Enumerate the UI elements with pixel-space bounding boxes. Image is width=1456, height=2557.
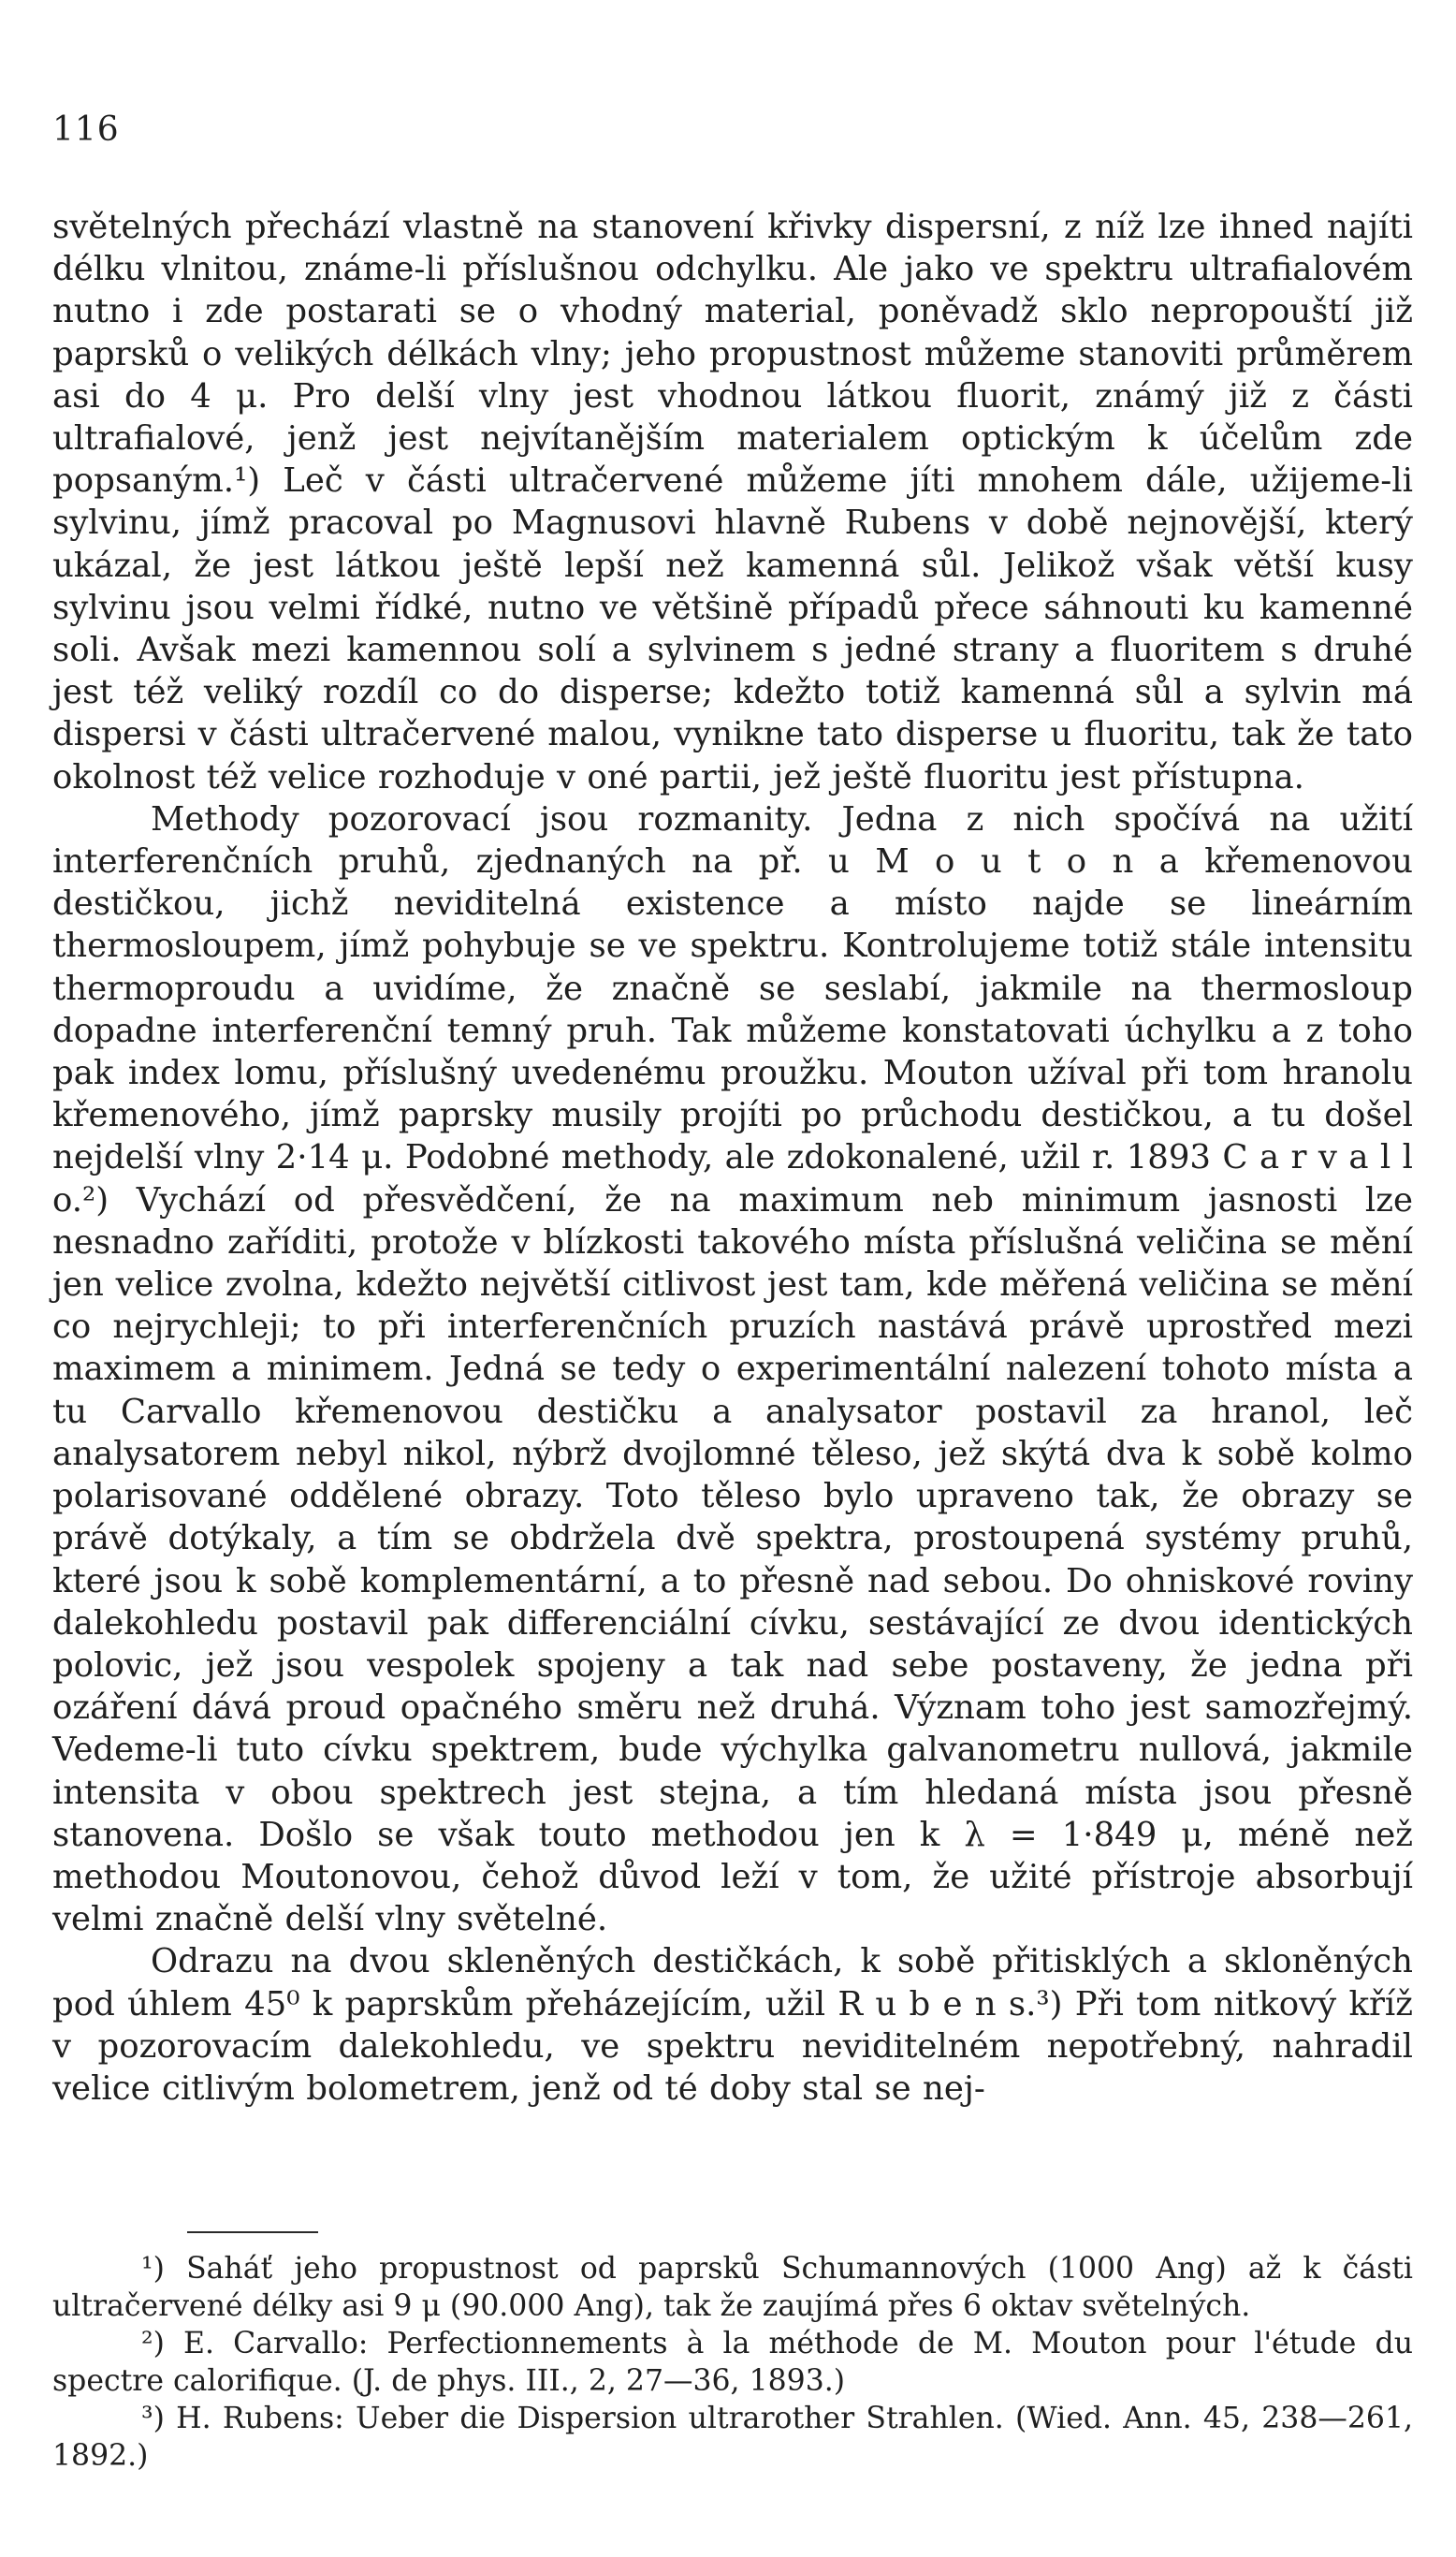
footnotes <box>52 2250 1413 2475</box>
paragraph-2: Methody pozorovací jsou rozmanity. Jedna z nich spočívá na užití interferenčních pruhů, zjednaných na př. u M o u t o n a křemenovou destičkou, jichž neviditelná existence a místo najde se lineárním thermosloupem, jímž pohybuje se ve spektru. Kontrolujeme totiž stále intensitu thermoproudu a uvidíme, že značně se seslabí, jakmile na thermosloup dopadne interferenční temný pruh. Tak můžeme konstatovati úchylku a z toho pak index lomu, příslušný uvedenému proužku. Mouton užíval při tom hranolu křemenového, jímž paprsky musily projíti po průchodu destičkou, a tu došel nejdelší vlny 2·14 μ. Podobné methody, ale zdokonalené, užil r. 1893 C a r v a l l o.²) Vychází od přesvědčení, že na maximum neb minimum jasnosti lze nesnadno zaříditi, protože v blízkosti takového místa příslušná veličina se mění jen velice zvolna, kdežto největší citlivost jest tam, kde měřená veličina se mění co nejrychleji; to při interferenčních pruzích nastává právě uprostřed mezi maximem a minimem. Jedná se tedy o experimentální nalezení tohoto místa a tu Carvallo křemenovou destičku a analysator postavil za hranol, leč analysatorem nebyl nikol, nýbrž dvojlomné těleso, jež skýtá dva k sobě kolmo polarisované oddělené obrazy. Toto těleso bylo upraveno tak, že obrazy se právě dotýkaly, a tím se obdržela dvě spektra, prostoupená systémy pruhů, které jsou k sobě komplementární, a to přesně nad sebou. Do ohniskové roviny dalekohledu postavil pak differenciální cívku, sestávající ze dvou identických polovic, jež jsou vespolek spojeny a tak nad sebe postaveny, že jedna při ozáření dává proud opačného směru než druhá. Význam toho jest samozřejmý. Vedeme-li tuto cívku spektrem, bude výchylka galvanometru nullová, jakmile intensita v obou spektrech jest stejna, a tím hledaná místa jsou přesně stanovena. Došlo se však touto methodou jen k λ = 1·849 μ, méně než methodou Moutonovou, čehož důvod leží v tom, že užité přístroje absorbují velmi značně delší vlny světelné. <box>52 799 1413 1939</box>
footnote-1: ¹) Saháť jeho propustnost od paprsků Schumannových (1000 Ang) až k části ultračervené délky asi 9 μ (90.000 Ang), tak že zaujímá přes 6 oktav světelných. <box>52 2252 1413 2323</box>
footnote-divider <box>187 2231 318 2233</box>
body-text <box>52 206 1413 2110</box>
paragraph-1: světelných přechází vlastně na stanovení křivky dispersní, z níž lze ihned najíti délku vlnitou, známe-li příslušnou odchylku. Ale jako ve spektru ultrafialovém nutno i zde postarati se o vhodný material, poněvadž sklo nepropouští již paprsků o velikých délkách vlny; jeho propustnost můžeme stanoviti průměrem asi do 4 μ. Pro delší vlny jest vhodnou látkou fluorit, známý již z části ultrafialové, jenž jest nejvítanějším materialem optickým k účelům zde popsaným.¹) Leč v části ultračervené můžeme jíti mnohem dále, užijeme-li sylvinu, jímž pracoval po Magnusovi hlavně Rubens v době nejnovější, který ukázal, že jest látkou ještě lepší než kamenná sůl. Jelikož však větší kusy sylvinu jsou velmi řídké, nutno ve většině případů přece sáhnouti ku kamenné soli. Avšak mezi kamennou solí a sylvinem s jedné strany a fluoritem s druhé jest též veliký rozdíl co do disperse; kdežto totiž kamenná sůl a sylvin má dispersi v části ultračervené malou, vynikne tato disperse u fluoritu, tak že tato okolnost též velice rozhoduje v oné partii, jež ještě fluoritu jest přístupna. <box>52 208 1413 796</box>
footnote-2: ²) E. Carvallo: Perfectionnements à la méthode de M. Mouton pour l'étude du spectre calorifique. (J. de phys. III., 2, 27—36, 1893.) <box>52 2327 1413 2398</box>
paragraph-3: Odrazu na dvou skleněných destičkách, k sobě přitisklých a skloněných pod úhlem 45⁰ k paprskům přeházejícím, užil R u b e n s.³) Při tom nitkový kříž v pozorovacím dalekohledu, ve spektru neviditelném nepotřebný, nahradil velice citlivým bolometrem, jenž od té doby stal se nej- <box>52 1942 1413 2108</box>
page-number: 116 <box>52 110 120 149</box>
footnote-3: ³) H. Rubens: Ueber die Dispersion ultrarother Strahlen. (Wied. Ann. 45, 238—261, 1892.) <box>52 2402 1413 2473</box>
